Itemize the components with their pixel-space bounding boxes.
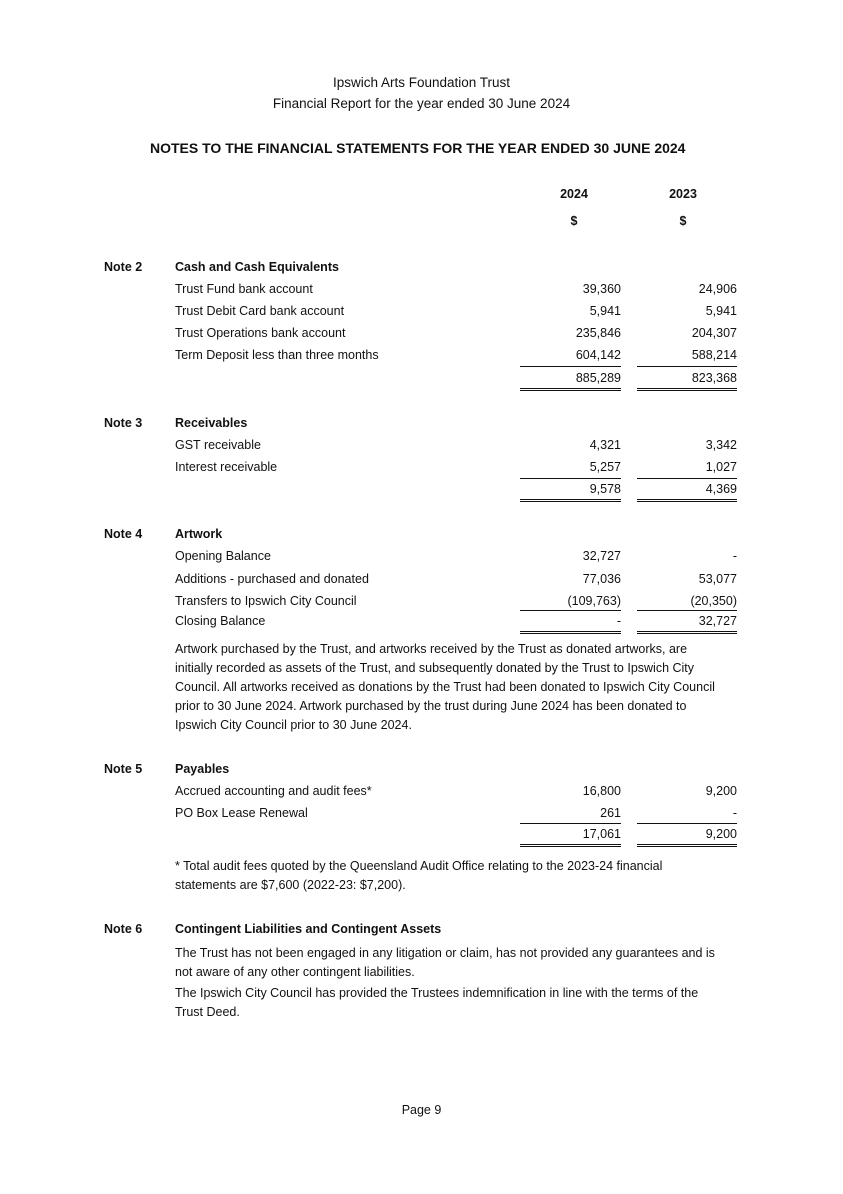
row-value-2023: 32,727 — [698, 614, 737, 628]
note-number: Note 4 — [104, 527, 143, 541]
row-label: Trust Fund bank account — [175, 282, 313, 296]
row-label: Transfers to Ipswich City Council — [175, 594, 357, 608]
note-number: Note 3 — [104, 416, 143, 430]
subtotal-rule — [637, 610, 737, 611]
row-value-2024: 604,142 — [575, 348, 621, 362]
total-double-rule — [520, 631, 621, 634]
paragraph-line: * Total audit fees quoted by the Queensland Audit Office relating to the 2023-24 financial — [175, 859, 663, 873]
subtotal-rule — [637, 366, 737, 367]
paragraph-line: Trust Deed. — [175, 1005, 240, 1019]
total-double-rule — [520, 388, 621, 391]
row-label: Accrued accounting and audit fees* — [175, 784, 372, 798]
row-value-2024: 235,846 — [575, 326, 621, 340]
total-value-2023: 9,200 — [705, 827, 737, 841]
col-year-2024: 2024 — [560, 187, 588, 201]
total-double-rule — [637, 631, 737, 634]
org-name: Ipswich Arts Foundation Trust — [332, 75, 511, 90]
row-value-2023: 1,027 — [705, 460, 737, 474]
row-value-2024: 5,257 — [589, 460, 621, 474]
paragraph-line: Ipswich City Council prior to 30 June 2024. — [175, 718, 412, 732]
paragraph-line: Artwork purchased by the Trust, and artworks received by the Trust as donated artworks, are — [175, 642, 688, 656]
paragraph-line: statements are $7,600 (2022-23: $7,200). — [175, 878, 406, 892]
subtotal-rule — [637, 823, 737, 824]
total-double-rule — [637, 844, 737, 847]
row-value-2023: - — [732, 549, 737, 563]
paragraph-line: initially recorded as assets of the Trust, and subsequently donated by the Trust to Ipswich City — [175, 661, 695, 675]
note-number: Note 2 — [104, 260, 143, 274]
row-label: Term Deposit less than three months — [175, 348, 379, 362]
row-label: PO Box Lease Renewal — [175, 806, 308, 820]
row-label: Additions - purchased and donated — [175, 572, 369, 586]
total-value-2024: 9,578 — [589, 482, 621, 496]
note-paragraph — [175, 640, 740, 735]
report-subtitle: Financial Report for the year ended 30 June 2024 — [272, 96, 571, 111]
row-value-2024: 5,941 — [589, 304, 621, 318]
paragraph-line: prior to 30 June 2024. Artwork purchased by the trust during June 2024 has been donated to — [175, 699, 687, 713]
row-label: Opening Balance — [175, 549, 271, 563]
row-value-2024: 77,036 — [582, 572, 621, 586]
row-value-2023: 204,307 — [691, 326, 737, 340]
paragraph-line: not aware of any other contingent liabilities. — [175, 965, 415, 979]
paragraph-line: The Trust has not been engaged in any litigation or claim, has not provided any guarantees and is — [175, 946, 715, 960]
note-heading: Cash and Cash Equivalents — [175, 260, 339, 274]
row-value-2024: (109,763) — [567, 594, 621, 608]
subtotal-rule — [520, 823, 621, 824]
note-heading: Contingent Liabilities and Contingent Assets — [175, 922, 442, 936]
note-heading: Receivables — [175, 416, 248, 430]
total-value-2023: 823,368 — [691, 371, 737, 385]
row-label: Trust Operations bank account — [175, 326, 346, 340]
col-currency-2024: $ — [570, 214, 578, 228]
note-paragraph — [175, 984, 740, 1022]
row-value-2024: - — [616, 614, 621, 628]
audit-fee-footnote — [175, 857, 740, 895]
row-value-2023: 588,214 — [691, 348, 737, 362]
row-value-2023: (20,350) — [690, 594, 737, 608]
total-value-2024: 885,289 — [575, 371, 621, 385]
total-value-2024: 17,061 — [582, 827, 621, 841]
note-number: Note 6 — [104, 922, 143, 936]
row-label: GST receivable — [175, 438, 261, 452]
page-title: NOTES TO THE FINANCIAL STATEMENTS FOR THE YEAR ENDED 30 JUNE 2024 — [150, 140, 686, 156]
row-value-2023: 9,200 — [705, 784, 737, 798]
col-year-2023: 2023 — [669, 187, 697, 201]
row-value-2024: 261 — [600, 806, 621, 820]
row-label: Closing Balance — [175, 614, 266, 628]
page-number: Page 9 — [401, 1103, 442, 1117]
paragraph-line: Council. All artworks received as donations by the Trust had been donated to Ipswich City Council — [175, 680, 715, 694]
subtotal-rule — [520, 478, 621, 479]
total-double-rule — [520, 499, 621, 502]
row-value-2024: 39,360 — [582, 282, 621, 296]
note-paragraph — [175, 944, 740, 982]
row-value-2023: 53,077 — [698, 572, 737, 586]
row-value-2023: - — [732, 806, 737, 820]
total-value-2023: 4,369 — [705, 482, 737, 496]
row-value-2024: 4,321 — [589, 438, 621, 452]
subtotal-rule — [520, 610, 621, 611]
row-value-2023: 5,941 — [705, 304, 737, 318]
total-double-rule — [637, 388, 737, 391]
row-value-2024: 16,800 — [582, 784, 621, 798]
note-heading: Artwork — [175, 527, 223, 541]
row-value-2024: 32,727 — [582, 549, 621, 563]
note-number: Note 5 — [104, 762, 143, 776]
paragraph-line: The Ipswich City Council has provided the Trustees indemnification in line with the terms of the — [175, 986, 699, 1000]
row-label: Trust Debit Card bank account — [175, 304, 345, 318]
total-double-rule — [637, 499, 737, 502]
col-currency-2023: $ — [679, 214, 687, 228]
note-heading: Payables — [175, 762, 230, 776]
row-value-2023: 24,906 — [698, 282, 737, 296]
subtotal-rule — [637, 478, 737, 479]
total-double-rule — [520, 844, 621, 847]
row-value-2023: 3,342 — [705, 438, 737, 452]
row-label: Interest receivable — [175, 460, 278, 474]
subtotal-rule — [520, 366, 621, 367]
